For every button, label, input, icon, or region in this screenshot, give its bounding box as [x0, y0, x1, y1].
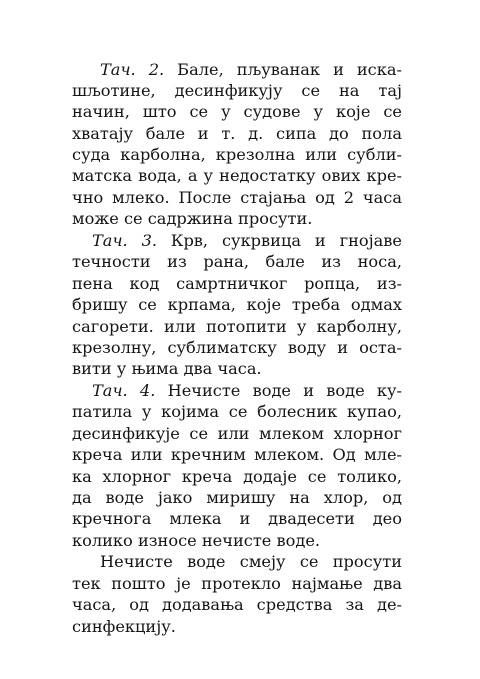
paragraph-4-line-3: часа, од додавања средства за де-: [72, 595, 402, 614]
paragraph-3-line-7: кречнога млека и двадесети део: [72, 509, 402, 528]
paragraph-2-line-4: бришу се крпама, које треба одмах: [72, 295, 402, 314]
paragraph-2-line-2: течности из рана, бале из носа,: [72, 252, 402, 271]
paragraph-2-line-3: пена код самртничког ропца, из-: [72, 274, 402, 293]
paragraph-3-line-5: ка хлорног креча додаје се толико,: [72, 467, 402, 486]
paragraph-1-lead: Тач. 2.: [100, 60, 165, 79]
paragraph-2-line-1: Тач. 3. Крв, сукрвица и гнојаве: [92, 231, 402, 250]
paragraph-1-line-6: матска вода, а у недостатку ових кре-: [72, 166, 402, 185]
paragraph-3-line-8: колико износе нечисте воде.: [72, 531, 321, 550]
paragraph-2-line-7: вити у њима два часа.: [72, 359, 262, 378]
paragraph-3-line-3: десинфикује се или млеком хлорног: [72, 424, 402, 443]
paragraph-1-line-5: суда карболна, крезолна или субли-: [72, 145, 402, 164]
paragraph-1-line-7: чно млеко. После стајања од 2 часа: [72, 188, 402, 207]
paragraph-1-line-8: може се садржина просути.: [72, 209, 313, 228]
paragraph-4-line-1: Нечисте воде смеју се просути: [100, 552, 402, 571]
paragraph-3-line-2: патила у којима се болесник купао,: [72, 402, 402, 421]
paragraph-1-line-3: начин, што се у судове у које се: [72, 102, 402, 121]
paragraph-3-line-6: да воде јако миришу на хлор, од: [72, 488, 402, 507]
paragraph-4-line-4: синфекцију.: [72, 617, 176, 636]
paragraph-3-line-4: креча или кречним млеком. Од мле-: [72, 445, 402, 464]
paragraph-2-lead: Тач. 3.: [92, 231, 158, 250]
paragraph-4-line-2: тек пошто је протекло најмање два: [72, 574, 402, 593]
paragraph-3-line-1: Тач. 4. Нечисте воде и воде ку-: [92, 381, 402, 400]
paragraph-1-line-4: хватају бале и т. д. сипа до пола: [72, 124, 402, 143]
paragraph-2-line-5: сагорети. или потопити у карболну,: [72, 317, 402, 336]
paragraph-1-line-1: Тач. 2. Бале, пљуванак и иска-: [100, 60, 402, 79]
paragraph-1-line-2: шљотине, десинфикују се на тај: [72, 81, 402, 100]
paragraph-2-line-6: крезолну, сублиматску воду и оста-: [72, 338, 402, 357]
paragraph-3-lead: Тач. 4.: [92, 381, 156, 400]
